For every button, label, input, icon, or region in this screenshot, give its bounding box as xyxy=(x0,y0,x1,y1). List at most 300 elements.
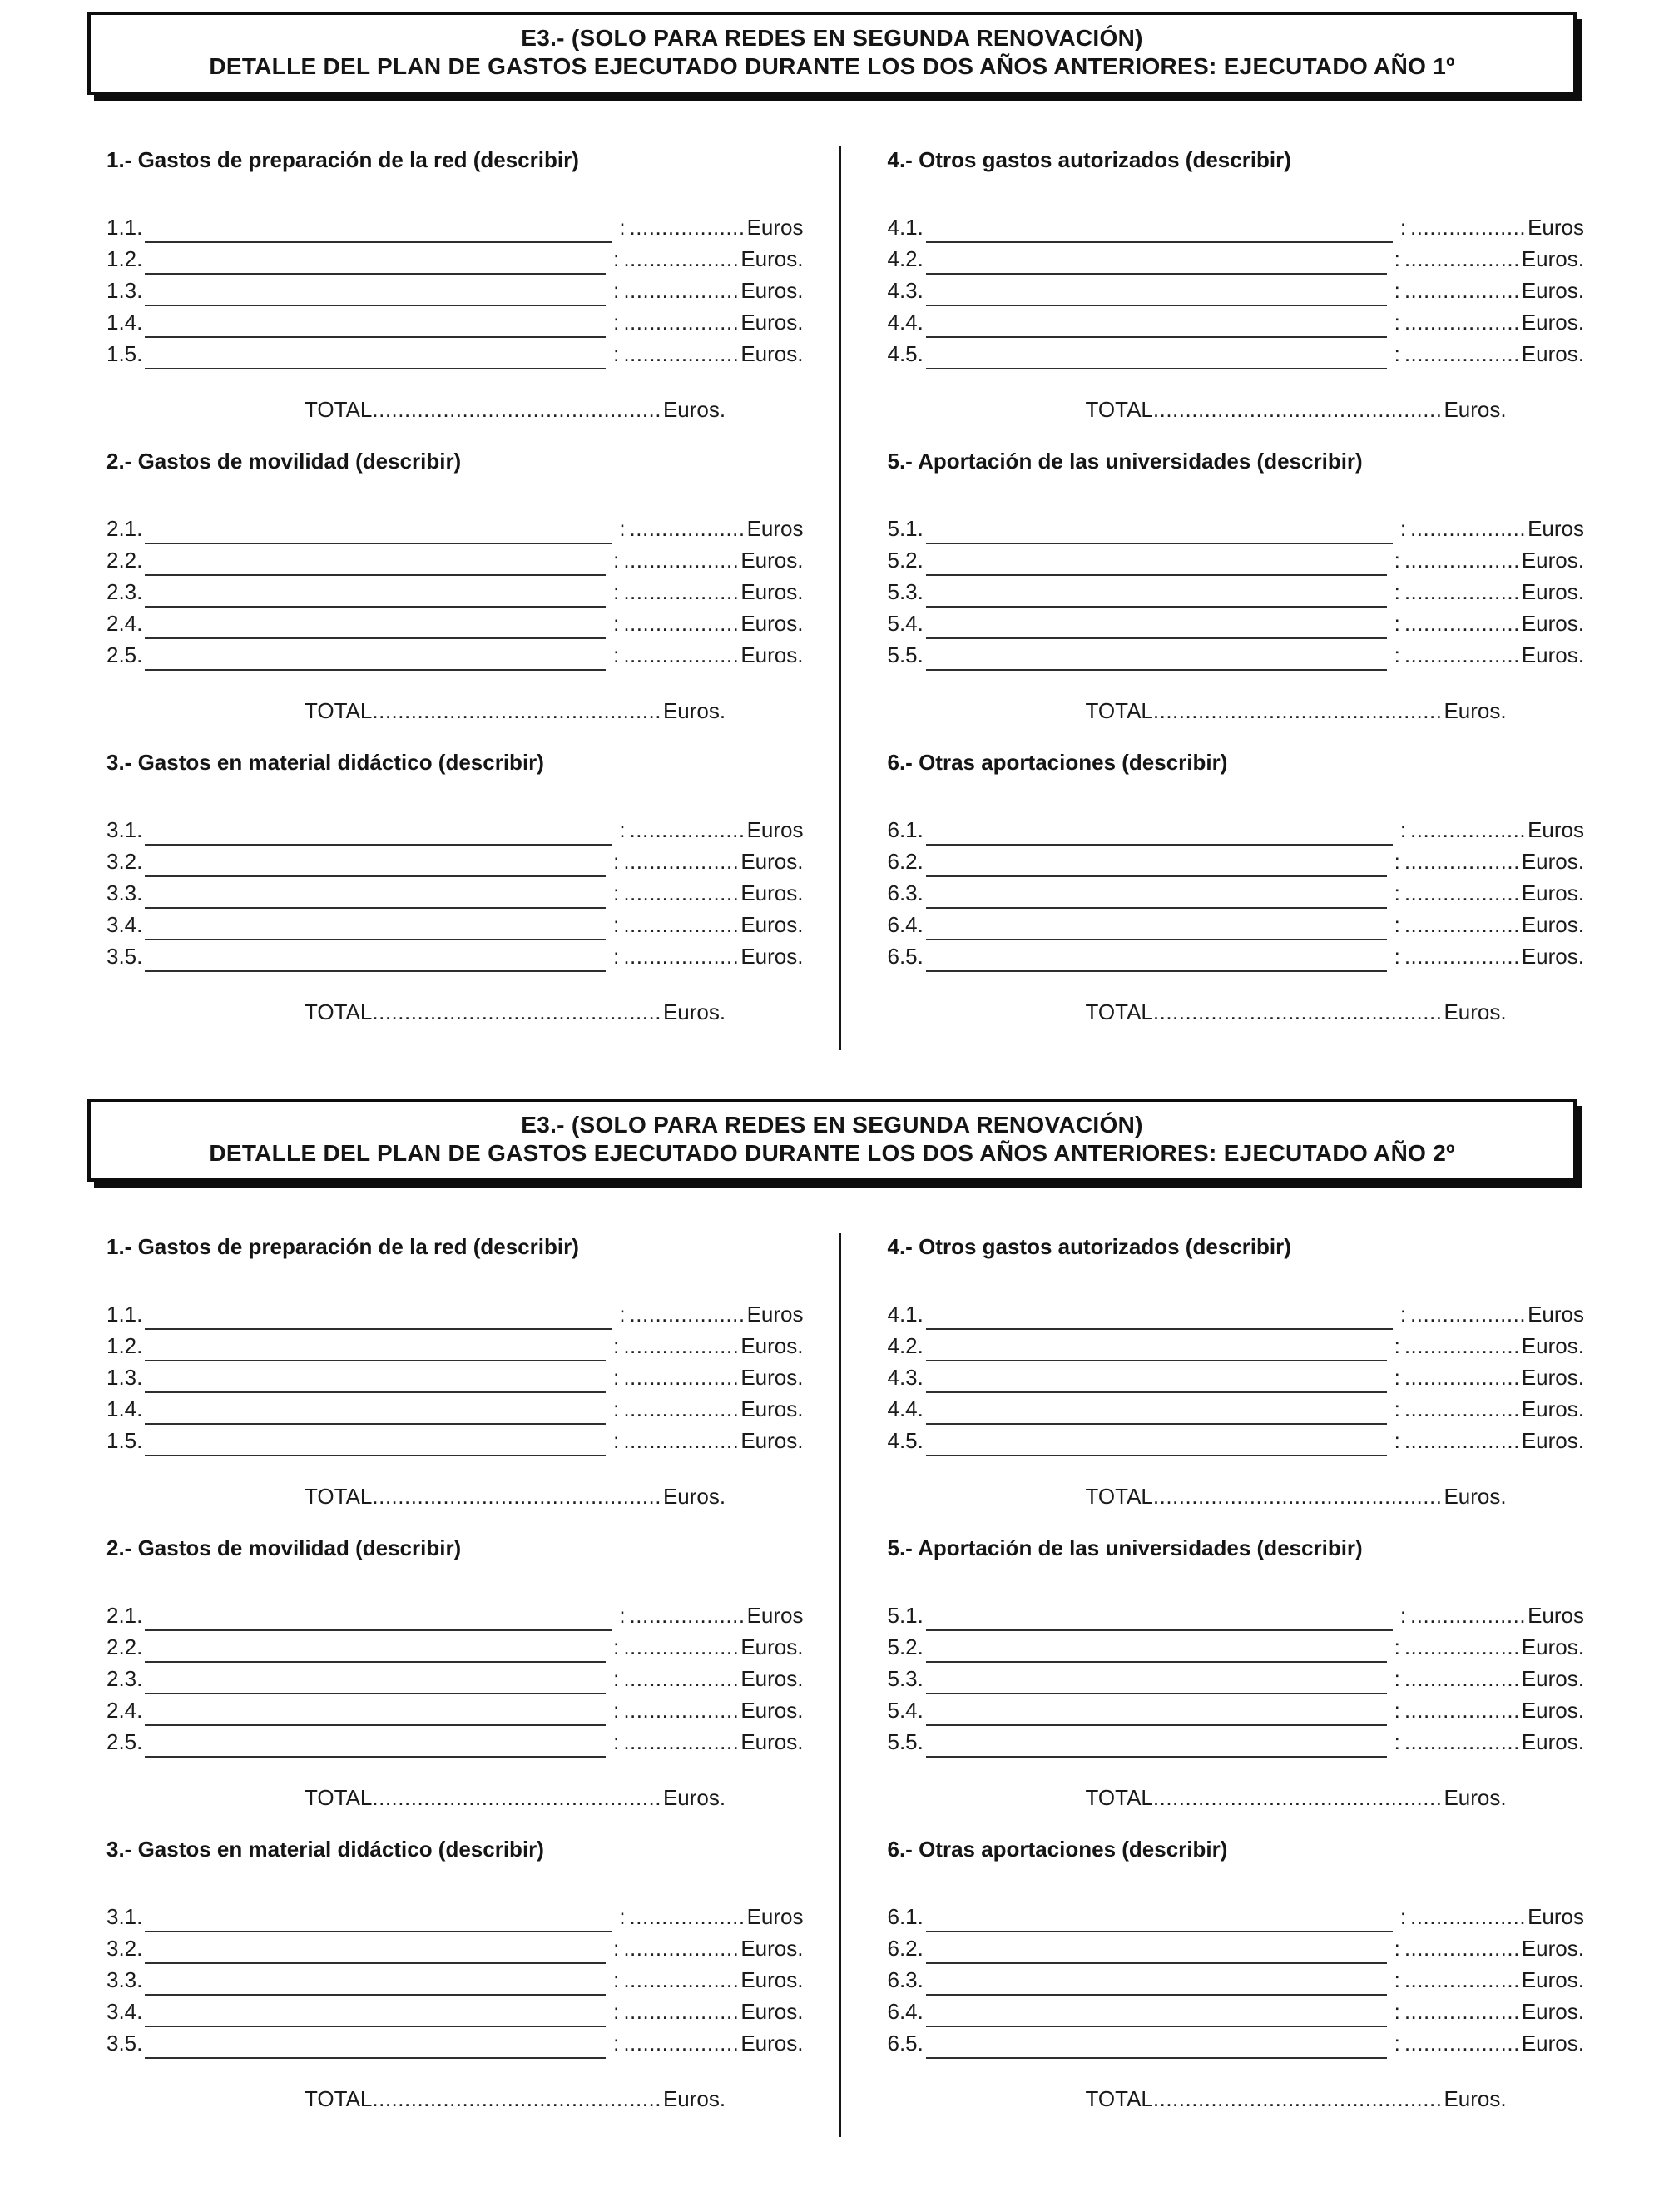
item-amount-dotted-leader[interactable]: .................. xyxy=(1404,2031,1520,2056)
item-description-blank-field[interactable] xyxy=(145,915,606,940)
item-description-blank-field[interactable] xyxy=(926,851,1387,877)
item-amount-dotted-leader[interactable]: .................. xyxy=(629,215,745,240)
item-colon-separator: : xyxy=(613,246,620,271)
item-currency-label: Euros. xyxy=(740,642,804,667)
item-number: 3.4. xyxy=(106,1999,143,2024)
item-currency-label: Euros. xyxy=(1521,944,1584,969)
expense-group xyxy=(106,749,804,1027)
expense-item-row xyxy=(888,211,1585,243)
item-currency-label: Euros xyxy=(1528,516,1584,541)
item-amount-dotted-leader[interactable]: .................. xyxy=(1410,516,1527,541)
item-amount-dotted-leader[interactable]: .................. xyxy=(623,1666,740,1691)
item-number: 2.4. xyxy=(106,1698,143,1723)
item-description-blank-field[interactable] xyxy=(926,1605,1393,1631)
total-label: TOTAL xyxy=(1085,397,1153,422)
expense-group xyxy=(888,1233,1585,1511)
item-description-blank-field[interactable] xyxy=(926,249,1387,275)
item-description-blank-field[interactable] xyxy=(145,217,612,243)
total-label: TOTAL xyxy=(305,698,373,723)
expense-group xyxy=(106,1233,804,1511)
total-label: TOTAL xyxy=(305,999,373,1024)
item-description-blank-field[interactable] xyxy=(145,1336,606,1361)
item-description-blank-field[interactable] xyxy=(926,217,1393,243)
item-description-blank-field[interactable] xyxy=(145,1367,606,1393)
item-number: 1.3. xyxy=(106,278,143,303)
item-number: 1.2. xyxy=(106,1333,143,1358)
expense-item-row xyxy=(106,1361,804,1393)
item-amount-dotted-leader[interactable]: .................. xyxy=(623,1365,740,1390)
expense-item-row xyxy=(106,909,804,940)
expense-group-title: 4.- Otros gastos autorizados (describir) xyxy=(887,1234,1291,1259)
item-currency-label: Euros. xyxy=(740,548,804,573)
total-row xyxy=(106,696,804,726)
item-description-blank-field[interactable] xyxy=(926,1907,1393,1932)
item-currency-label: Euros. xyxy=(740,611,804,636)
item-number: 6.3. xyxy=(887,1967,924,1992)
item-amount-dotted-leader[interactable]: .................. xyxy=(1410,215,1527,240)
total-label: TOTAL xyxy=(1085,1484,1153,1509)
item-amount-dotted-leader[interactable]: .................. xyxy=(1404,278,1520,303)
item-number: 5.1. xyxy=(887,1603,924,1628)
total-row xyxy=(888,394,1585,424)
item-description-blank-field[interactable] xyxy=(926,1732,1387,1758)
expense-item-row xyxy=(106,1996,804,2027)
expense-item-row xyxy=(888,513,1585,544)
item-number: 5.2. xyxy=(887,548,924,573)
item-colon-separator: : xyxy=(1394,1967,1400,1992)
item-description-blank-field[interactable] xyxy=(145,1431,606,1456)
item-number: 6.3. xyxy=(887,880,924,905)
item-number: 5.3. xyxy=(887,579,924,604)
section-header-box xyxy=(87,12,1577,95)
item-colon-separator: : xyxy=(613,1729,620,1754)
item-currency-label: Euros. xyxy=(740,1698,804,1723)
item-number: 4.4. xyxy=(887,310,924,335)
item-amount-dotted-leader[interactable]: .................. xyxy=(1404,1666,1520,1691)
item-colon-separator: : xyxy=(1394,1428,1400,1453)
item-number: 1.4. xyxy=(106,1396,143,1421)
item-number: 3.5. xyxy=(106,944,143,969)
total-currency-label: Euros. xyxy=(662,397,726,422)
item-description-blank-field[interactable] xyxy=(145,280,606,306)
item-description-blank-field[interactable] xyxy=(926,915,1387,940)
expense-item-row xyxy=(888,1393,1585,1425)
expense-item-row xyxy=(888,940,1585,972)
item-amount-dotted-leader[interactable]: .................. xyxy=(623,944,740,969)
item-colon-separator: : xyxy=(1394,1333,1400,1358)
item-currency-label: Euros. xyxy=(1521,642,1584,667)
item-number: 6.2. xyxy=(887,849,924,874)
item-currency-label: Euros. xyxy=(740,944,804,969)
expense-group xyxy=(106,1836,804,2114)
total-dotted-leader: ............................................. xyxy=(1152,999,1443,1024)
item-colon-separator: : xyxy=(1394,1729,1400,1754)
item-amount-dotted-leader[interactable]: .................. xyxy=(623,310,740,335)
item-amount-dotted-leader[interactable]: .................. xyxy=(623,278,740,303)
section-header-line2: DETALLE DEL PLAN DE GASTOS EJECUTADO DURANTE LOS DOS AÑOS ANTERIORES: EJECUTADO AÑO 1º xyxy=(209,53,1455,79)
item-colon-separator: : xyxy=(1394,1698,1400,1723)
item-description-blank-field[interactable] xyxy=(926,613,1387,639)
item-amount-dotted-leader[interactable]: .................. xyxy=(623,611,740,636)
item-amount-dotted-leader[interactable]: .................. xyxy=(1410,1302,1527,1327)
total-dotted-leader: ............................................. xyxy=(1152,1484,1443,1509)
item-amount-dotted-leader[interactable]: .................. xyxy=(623,1634,740,1659)
item-description-blank-field[interactable] xyxy=(926,1399,1387,1425)
item-number: 1.2. xyxy=(106,246,143,271)
expense-item-row xyxy=(106,544,804,576)
item-number: 2.4. xyxy=(106,611,143,636)
section-header-line1: E3.- (SOLO PARA REDES EN SEGUNDA RENOVACIÓN) xyxy=(521,1112,1143,1138)
expense-rows xyxy=(106,1298,804,1456)
item-colon-separator: : xyxy=(613,849,620,874)
item-amount-dotted-leader[interactable]: .................. xyxy=(623,246,740,271)
item-amount-dotted-leader[interactable]: .................. xyxy=(1404,1729,1520,1754)
expense-item-row xyxy=(106,1663,804,1694)
item-amount-dotted-leader[interactable]: .................. xyxy=(1404,880,1520,905)
form-section xyxy=(0,1099,1664,2137)
item-amount-dotted-leader[interactable]: .................. xyxy=(629,1603,745,1628)
expense-item-row xyxy=(888,1964,1585,1996)
item-number: 3.5. xyxy=(106,2031,143,2056)
item-colon-separator: : xyxy=(613,1698,620,1723)
expense-item-row xyxy=(106,243,804,275)
section-header-line1: E3.- (SOLO PARA REDES EN SEGUNDA RENOVACIÓN) xyxy=(521,25,1143,51)
item-colon-separator: : xyxy=(613,944,620,969)
item-currency-label: Euros. xyxy=(1521,246,1584,271)
item-description-blank-field[interactable] xyxy=(145,249,606,275)
item-currency-label: Euros. xyxy=(740,1666,804,1691)
expense-group-title: 4.- Otros gastos autorizados (describir) xyxy=(887,147,1291,172)
item-description-blank-field[interactable] xyxy=(145,550,606,576)
item-currency-label: Euros xyxy=(746,817,804,842)
item-currency-label: Euros. xyxy=(740,1936,804,1961)
item-amount-dotted-leader[interactable]: .................. xyxy=(629,516,745,541)
item-colon-separator: : xyxy=(613,310,620,335)
item-number: 6.2. xyxy=(887,1936,924,1961)
item-number: 5.1. xyxy=(887,516,924,541)
item-amount-dotted-leader[interactable]: .................. xyxy=(1404,1428,1520,1453)
item-description-blank-field[interactable] xyxy=(926,518,1393,544)
total-row xyxy=(888,1481,1585,1511)
total-currency-label: Euros. xyxy=(1444,2086,1507,2111)
item-amount-dotted-leader[interactable]: .................. xyxy=(623,1967,740,1992)
item-description-blank-field[interactable] xyxy=(145,820,612,846)
total-row xyxy=(888,1783,1585,1813)
item-description-blank-field[interactable] xyxy=(926,1336,1387,1361)
item-amount-dotted-leader[interactable]: .................. xyxy=(623,642,740,667)
item-description-blank-field[interactable] xyxy=(926,280,1387,306)
item-amount-dotted-leader[interactable]: .................. xyxy=(629,1904,745,1929)
item-amount-dotted-leader[interactable]: .................. xyxy=(623,1396,740,1421)
item-amount-dotted-leader[interactable]: .................. xyxy=(1404,642,1520,667)
item-amount-dotted-leader[interactable]: .................. xyxy=(1404,310,1520,335)
expense-group xyxy=(888,1535,1585,1813)
item-currency-label: Euros. xyxy=(740,1365,804,1390)
item-description-blank-field[interactable] xyxy=(926,1700,1387,1726)
item-amount-dotted-leader[interactable]: .................. xyxy=(623,548,740,573)
item-description-blank-field[interactable] xyxy=(926,1938,1387,1964)
expense-rows xyxy=(888,814,1585,972)
item-amount-dotted-leader[interactable]: .................. xyxy=(623,1698,740,1723)
total-currency-label: Euros. xyxy=(1444,1484,1507,1509)
item-amount-dotted-leader[interactable]: .................. xyxy=(1404,1634,1520,1659)
total-dotted-leader: ............................................. xyxy=(372,1484,661,1509)
item-description-blank-field[interactable] xyxy=(926,1431,1387,1456)
item-amount-dotted-leader[interactable]: .................. xyxy=(1404,1365,1520,1390)
item-currency-label: Euros. xyxy=(740,1967,804,1992)
item-number: 3.3. xyxy=(106,1967,143,1992)
item-amount-dotted-leader[interactable]: .................. xyxy=(1404,579,1520,604)
item-currency-label: Euros xyxy=(746,1603,804,1628)
item-currency-label: Euros. xyxy=(1521,579,1584,604)
item-colon-separator: : xyxy=(613,1333,620,1358)
item-description-blank-field[interactable] xyxy=(145,1669,606,1694)
item-description-blank-field[interactable] xyxy=(145,2033,606,2059)
item-description-blank-field[interactable] xyxy=(926,1304,1393,1330)
total-currency-label: Euros. xyxy=(662,999,726,1024)
expense-group-title: 2.- Gastos de movilidad (describir) xyxy=(106,449,462,474)
item-description-blank-field[interactable] xyxy=(145,1907,612,1932)
item-amount-dotted-leader[interactable]: .................. xyxy=(623,1999,740,2024)
item-number: 4.5. xyxy=(887,341,924,366)
item-description-blank-field[interactable] xyxy=(926,582,1387,608)
item-number: 3.2. xyxy=(106,1936,143,1961)
item-number: 6.5. xyxy=(887,2031,924,2056)
item-colon-separator: : xyxy=(1394,1396,1400,1421)
item-description-blank-field[interactable] xyxy=(145,1970,606,1996)
item-currency-label: Euros. xyxy=(740,246,804,271)
item-amount-dotted-leader[interactable]: .................. xyxy=(1404,1396,1520,1421)
item-description-blank-field[interactable] xyxy=(145,518,612,544)
item-colon-separator: : xyxy=(1394,579,1400,604)
item-number: 1.3. xyxy=(106,1365,143,1390)
item-colon-separator: : xyxy=(619,1904,626,1929)
expense-item-row xyxy=(888,544,1585,576)
item-description-blank-field[interactable] xyxy=(926,1367,1387,1393)
item-description-blank-field[interactable] xyxy=(145,582,606,608)
item-description-blank-field[interactable] xyxy=(145,1399,606,1425)
item-description-blank-field[interactable] xyxy=(145,344,606,369)
expense-item-row xyxy=(888,1726,1585,1758)
item-amount-dotted-leader[interactable]: .................. xyxy=(1404,1936,1520,1961)
expense-item-row xyxy=(106,1599,804,1631)
expense-rows xyxy=(106,211,804,369)
item-colon-separator: : xyxy=(613,341,620,366)
item-description-blank-field[interactable] xyxy=(145,1304,612,1330)
total-label: TOTAL xyxy=(1085,698,1153,723)
item-currency-label: Euros. xyxy=(1521,341,1584,366)
item-amount-dotted-leader[interactable]: .................. xyxy=(1404,1698,1520,1723)
item-amount-dotted-leader[interactable]: .................. xyxy=(1404,1999,1520,2024)
item-description-blank-field[interactable] xyxy=(926,312,1387,338)
item-amount-dotted-leader[interactable]: .................. xyxy=(1404,611,1520,636)
expense-group xyxy=(888,749,1585,1027)
item-amount-dotted-leader[interactable]: .................. xyxy=(1404,849,1520,874)
item-amount-dotted-leader[interactable]: .................. xyxy=(1404,944,1520,969)
item-currency-label: Euros. xyxy=(1521,1365,1584,1390)
item-colon-separator: : xyxy=(1399,1904,1407,1929)
item-description-blank-field[interactable] xyxy=(145,1700,606,1726)
item-currency-label: Euros. xyxy=(740,849,804,874)
total-row xyxy=(106,2084,804,2114)
expense-item-row xyxy=(888,576,1585,608)
item-amount-dotted-leader[interactable]: .................. xyxy=(623,1729,740,1754)
total-currency-label: Euros. xyxy=(1444,698,1507,723)
total-currency-label: Euros. xyxy=(1444,397,1507,422)
item-description-blank-field[interactable] xyxy=(926,1637,1387,1663)
item-amount-dotted-leader[interactable]: .................. xyxy=(623,912,740,937)
expense-rows xyxy=(888,211,1585,369)
item-description-blank-field[interactable] xyxy=(145,1605,612,1631)
item-description-blank-field[interactable] xyxy=(926,883,1387,909)
item-amount-dotted-leader[interactable]: .................. xyxy=(623,341,740,366)
total-label: TOTAL xyxy=(305,1785,373,1810)
item-currency-label: Euros. xyxy=(740,278,804,303)
item-description-blank-field[interactable] xyxy=(145,1637,606,1663)
item-amount-dotted-leader[interactable]: .................. xyxy=(623,1428,740,1453)
item-currency-label: Euros. xyxy=(740,341,804,366)
item-amount-dotted-leader[interactable]: .................. xyxy=(1404,912,1520,937)
item-description-blank-field[interactable] xyxy=(926,820,1393,846)
expense-item-row xyxy=(888,2027,1585,2059)
item-description-blank-field[interactable] xyxy=(926,645,1387,671)
item-currency-label: Euros. xyxy=(1521,912,1584,937)
expense-item-row xyxy=(106,846,804,877)
expense-item-row xyxy=(106,608,804,639)
expense-item-row xyxy=(888,608,1585,639)
item-description-blank-field[interactable] xyxy=(926,550,1387,576)
item-colon-separator: : xyxy=(1394,912,1400,937)
item-colon-separator: : xyxy=(613,611,620,636)
expense-item-row xyxy=(106,1425,804,1456)
item-amount-dotted-leader[interactable]: .................. xyxy=(1404,341,1520,366)
item-amount-dotted-leader[interactable]: .................. xyxy=(1404,548,1520,573)
item-colon-separator: : xyxy=(1394,1999,1400,2024)
item-currency-label: Euros xyxy=(1528,1904,1584,1929)
item-amount-dotted-leader[interactable]: .................. xyxy=(623,1936,740,1961)
item-description-blank-field[interactable] xyxy=(926,2033,1387,2059)
expense-item-row xyxy=(888,275,1585,306)
total-label: TOTAL xyxy=(305,2086,373,2111)
expense-item-row xyxy=(106,1631,804,1663)
total-row xyxy=(888,696,1585,726)
document-root xyxy=(0,12,1664,2137)
item-amount-dotted-leader[interactable]: .................. xyxy=(1404,246,1520,271)
expense-group-title: 6.- Otras aportaciones (describir) xyxy=(887,1837,1228,1862)
item-currency-label: Euros. xyxy=(740,880,804,905)
item-number: 4.1. xyxy=(887,215,924,240)
total-label: TOTAL xyxy=(1085,1785,1153,1810)
item-description-blank-field[interactable] xyxy=(145,883,606,909)
item-description-blank-field[interactable] xyxy=(145,1938,606,1964)
item-number: 1.4. xyxy=(106,310,143,335)
item-currency-label: Euros. xyxy=(1521,278,1584,303)
item-description-blank-field[interactable] xyxy=(926,2001,1387,2027)
item-description-blank-field[interactable] xyxy=(145,946,606,972)
item-amount-dotted-leader[interactable]: .................. xyxy=(1410,1904,1527,1929)
item-colon-separator: : xyxy=(613,1396,620,1421)
item-description-blank-field[interactable] xyxy=(145,2001,606,2027)
item-number: 6.1. xyxy=(887,817,924,842)
item-number: 1.1. xyxy=(106,1302,143,1327)
total-dotted-leader: ............................................. xyxy=(372,999,661,1024)
expense-item-row xyxy=(888,639,1585,671)
item-description-blank-field[interactable] xyxy=(145,1732,606,1758)
expense-item-row xyxy=(888,909,1585,940)
item-amount-dotted-leader[interactable]: .................. xyxy=(1410,1603,1527,1628)
item-colon-separator: : xyxy=(1394,849,1400,874)
expense-item-row xyxy=(888,1298,1585,1330)
item-colon-separator: : xyxy=(1394,944,1400,969)
total-row xyxy=(106,997,804,1027)
item-currency-label: Euros. xyxy=(1521,1634,1584,1659)
item-description-blank-field[interactable] xyxy=(145,312,606,338)
item-description-blank-field[interactable] xyxy=(926,1669,1387,1694)
two-column-area xyxy=(0,146,1664,1050)
item-colon-separator: : xyxy=(1394,880,1400,905)
item-currency-label: Euros. xyxy=(1521,1396,1584,1421)
item-currency-label: Euros. xyxy=(1521,1936,1584,1961)
expense-group-title: 1.- Gastos de preparación de la red (describir) xyxy=(106,1234,579,1259)
total-currency-label: Euros. xyxy=(662,698,726,723)
item-description-blank-field[interactable] xyxy=(145,613,606,639)
expense-item-row xyxy=(106,877,804,909)
expense-item-row xyxy=(888,1599,1585,1631)
item-amount-dotted-leader[interactable]: .................. xyxy=(623,579,740,604)
item-number: 2.2. xyxy=(106,548,143,573)
total-row xyxy=(106,394,804,424)
total-dotted-leader: ............................................. xyxy=(372,698,661,723)
item-colon-separator: : xyxy=(613,548,620,573)
item-description-blank-field[interactable] xyxy=(926,344,1387,369)
item-number: 6.1. xyxy=(887,1904,924,1929)
expense-item-row xyxy=(106,1901,804,1932)
item-amount-dotted-leader[interactable]: .................. xyxy=(1410,817,1527,842)
total-currency-label: Euros. xyxy=(1444,1785,1507,1810)
item-colon-separator: : xyxy=(613,278,620,303)
expense-rows xyxy=(888,1901,1585,2059)
item-number: 5.5. xyxy=(887,1729,924,1754)
item-currency-label: Euros. xyxy=(740,2031,804,2056)
item-colon-separator: : xyxy=(1399,1302,1407,1327)
item-colon-separator: : xyxy=(1394,341,1400,366)
item-amount-dotted-leader[interactable]: .................. xyxy=(623,1333,740,1358)
item-amount-dotted-leader[interactable]: .................. xyxy=(623,880,740,905)
item-description-blank-field[interactable] xyxy=(145,645,606,671)
item-description-blank-field[interactable] xyxy=(926,946,1387,972)
item-currency-label: Euros xyxy=(746,215,804,240)
item-amount-dotted-leader[interactable]: .................. xyxy=(1404,1333,1520,1358)
section-header-box xyxy=(87,1099,1577,1182)
item-colon-separator: : xyxy=(619,1302,626,1327)
expense-rows xyxy=(888,1298,1585,1456)
item-description-blank-field[interactable] xyxy=(145,851,606,877)
expense-group-title: 6.- Otras aportaciones (describir) xyxy=(887,750,1228,775)
item-currency-label: Euros. xyxy=(740,1634,804,1659)
item-amount-dotted-leader[interactable]: .................. xyxy=(623,849,740,874)
item-description-blank-field[interactable] xyxy=(926,1970,1387,1996)
item-amount-dotted-leader[interactable]: .................. xyxy=(629,817,745,842)
item-number: 6.4. xyxy=(887,1999,924,2024)
expense-item-row xyxy=(888,1330,1585,1361)
expense-item-row xyxy=(106,338,804,369)
item-currency-label: Euros. xyxy=(1521,849,1584,874)
item-amount-dotted-leader[interactable]: .................. xyxy=(1404,1967,1520,1992)
item-number: 6.4. xyxy=(887,912,924,937)
item-amount-dotted-leader[interactable]: .................. xyxy=(623,2031,740,2056)
item-currency-label: Euros xyxy=(1528,1603,1584,1628)
item-amount-dotted-leader[interactable]: .................. xyxy=(629,1302,745,1327)
